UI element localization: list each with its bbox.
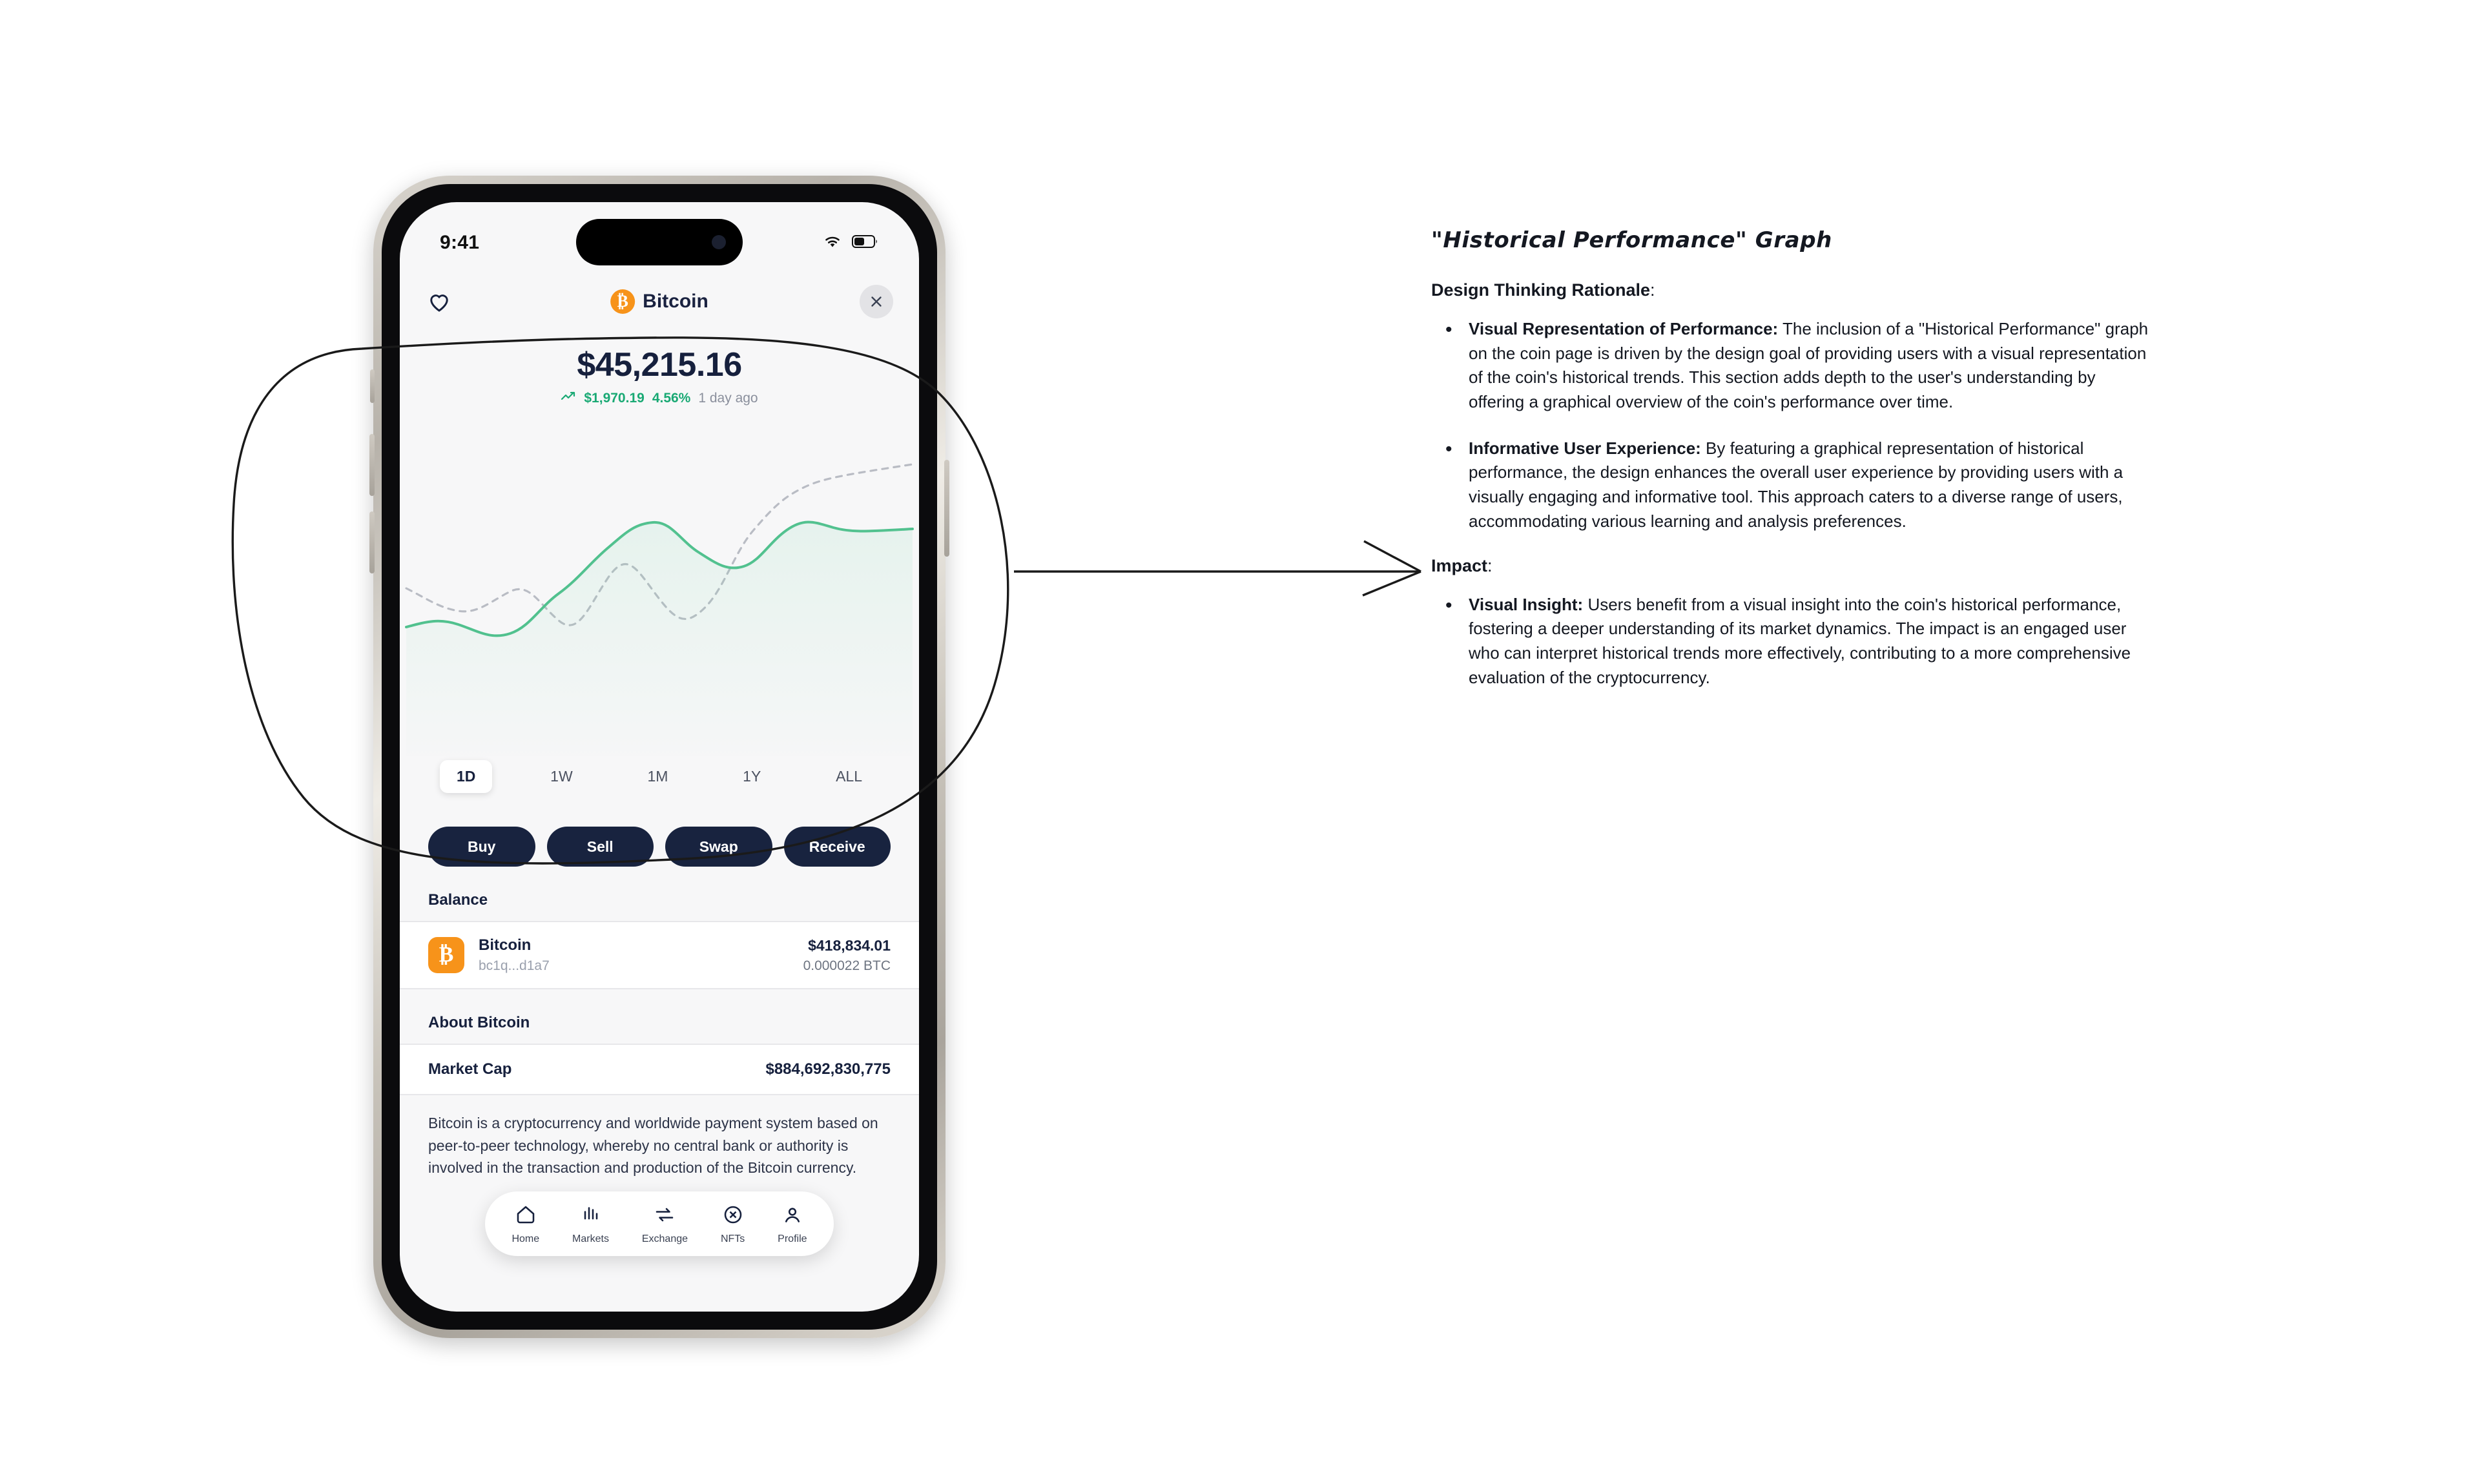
price-change-row bbox=[400, 391, 919, 406]
balance-section-title: Balance bbox=[428, 891, 488, 909]
impact-heading-suffix: : bbox=[1487, 555, 1493, 575]
status-bar bbox=[400, 202, 919, 272]
price-value: $45,215.16 bbox=[577, 346, 742, 384]
range-tab-1w[interactable]: 1W bbox=[550, 768, 573, 785]
rationale-heading-text: Design Thinking Rationale bbox=[1431, 280, 1651, 300]
list-item bbox=[1431, 317, 2149, 415]
page-title: "Historical Performance" Graph bbox=[1431, 227, 1832, 253]
impact-list bbox=[1431, 593, 2149, 690]
nav-label: Home bbox=[512, 1233, 540, 1244]
chart-range-tabs bbox=[400, 760, 919, 793]
coin-title bbox=[610, 289, 708, 314]
list-item-text: The inclusion of a "Historical Performance" graph on the coin page is driven by the design goal of providing users with a visual representation of the coin's historical trends. This section adds depth to the user's understanding by offering a graphical overview of the coin's performance over time. bbox=[1469, 319, 2149, 412]
about-section-title: About Bitcoin bbox=[428, 1014, 530, 1031]
nav-label: Markets bbox=[572, 1233, 609, 1244]
range-tab-all[interactable]: ALL bbox=[836, 768, 862, 785]
list-item-text: By featuring a graphical representation of historical performance, the design enhances the overall user experience by providing users with a visually engaging and informative tool. This approach caters to a diverse range of users, accommodating various learning and analysis preferences. bbox=[1469, 438, 2124, 531]
buy-button[interactable]: Buy bbox=[428, 827, 535, 867]
app-header bbox=[400, 272, 919, 331]
chart-svg bbox=[400, 414, 919, 756]
phone-screen bbox=[400, 202, 919, 1312]
nav-item-profile[interactable] bbox=[778, 1203, 807, 1245]
bitcoin-icon: ₿ bbox=[428, 937, 464, 973]
nav-label: Profile bbox=[778, 1233, 807, 1244]
phone-bezel bbox=[382, 184, 937, 1330]
bar-chart-icon bbox=[579, 1203, 603, 1230]
dynamic-island bbox=[576, 219, 743, 265]
volume-up-button[interactable] bbox=[369, 434, 375, 496]
action-button-row bbox=[400, 827, 919, 867]
annotation-arrow-head bbox=[1363, 541, 1421, 595]
stat-row-market-cap bbox=[400, 1045, 919, 1094]
swap-arrows-icon bbox=[653, 1203, 676, 1230]
list-item bbox=[1431, 437, 2149, 534]
historical-performance-chart[interactable] bbox=[400, 414, 919, 756]
list-item-text: Users benefit from a visual insight into the coin's historical performance, fostering a deeper understanding of its market dynamics. The impact is an engaged user who can interpret historical trends more effectively, contributing to a more comprehensive evaluation of the cryptocurrency. bbox=[1469, 594, 2131, 687]
range-tab-1d[interactable]: 1D bbox=[440, 760, 492, 793]
swap-button[interactable]: Swap bbox=[665, 827, 772, 867]
status-indicators bbox=[822, 234, 879, 252]
heart-icon[interactable] bbox=[426, 288, 453, 315]
asset-crypto-amount: 0.000022 BTC bbox=[803, 958, 891, 973]
nav-item-markets[interactable] bbox=[572, 1203, 609, 1245]
stat-value: $884,692,830,775 bbox=[765, 1060, 891, 1078]
impact-heading-text: Impact bbox=[1431, 555, 1488, 575]
rationale-heading bbox=[1431, 280, 2149, 300]
rationale-list bbox=[1431, 317, 2149, 534]
nav-label: NFTs bbox=[720, 1233, 745, 1244]
wallet-address: bc1q...d1a7 bbox=[479, 958, 550, 973]
stat-label: Market Cap bbox=[428, 1060, 512, 1078]
user-icon bbox=[781, 1203, 804, 1230]
nav-item-nfts[interactable] bbox=[721, 1203, 745, 1245]
about-description: Bitcoin is a cryptocurrency and worldwide payment system based on peer-to-peer technology, whereby no central bank or authority is involved in the transaction and production of the Bitcoin currency. bbox=[428, 1115, 878, 1176]
wifi-icon bbox=[822, 234, 843, 252]
front-camera-icon bbox=[712, 235, 726, 249]
phone-frame bbox=[373, 176, 946, 1338]
price-block bbox=[400, 331, 919, 411]
annotation-document bbox=[1431, 227, 2149, 712]
battery-icon bbox=[852, 234, 879, 252]
coin-name: Bitcoin bbox=[643, 291, 708, 312]
receive-button[interactable]: Receive bbox=[784, 827, 891, 867]
close-icon[interactable] bbox=[860, 285, 893, 318]
home-icon bbox=[514, 1203, 537, 1230]
asset-fiat-value: $418,834.01 bbox=[808, 936, 891, 954]
nft-icon bbox=[721, 1203, 745, 1230]
silent-switch[interactable] bbox=[370, 369, 375, 403]
list-item-lead: Informative User Experience: bbox=[1469, 438, 1701, 458]
price-change-abs: $1,970.19 bbox=[584, 391, 645, 406]
impact-heading bbox=[1431, 556, 2149, 576]
volume-down-button[interactable] bbox=[369, 511, 375, 573]
power-button[interactable] bbox=[944, 460, 949, 557]
row-main bbox=[479, 936, 550, 974]
list-item bbox=[1431, 593, 2149, 690]
list-item-lead: Visual Insight: bbox=[1469, 594, 1584, 614]
bitcoin-icon: ₿ bbox=[610, 289, 635, 314]
asset-name: Bitcoin bbox=[479, 936, 532, 954]
range-tab-1y[interactable]: 1Y bbox=[743, 768, 761, 785]
nav-item-home[interactable] bbox=[512, 1203, 539, 1245]
bottom-nav-bar bbox=[485, 1191, 834, 1256]
table-row[interactable] bbox=[400, 922, 919, 988]
sell-button[interactable]: Sell bbox=[547, 827, 654, 867]
trend-up-icon bbox=[561, 391, 576, 406]
list-item-lead: Visual Representation of Performance: bbox=[1469, 319, 1779, 338]
rationale-heading-suffix: : bbox=[1650, 280, 1655, 300]
nav-item-exchange[interactable] bbox=[642, 1203, 688, 1245]
range-tab-1m[interactable]: 1M bbox=[647, 768, 668, 785]
nav-label: Exchange bbox=[641, 1233, 688, 1244]
phone-mockup bbox=[373, 176, 946, 1338]
status-time: 9:41 bbox=[440, 232, 480, 253]
price-change-timeframe: 1 day ago bbox=[698, 391, 758, 406]
row-values bbox=[803, 937, 891, 974]
price-change-pct: 4.56% bbox=[652, 391, 691, 406]
